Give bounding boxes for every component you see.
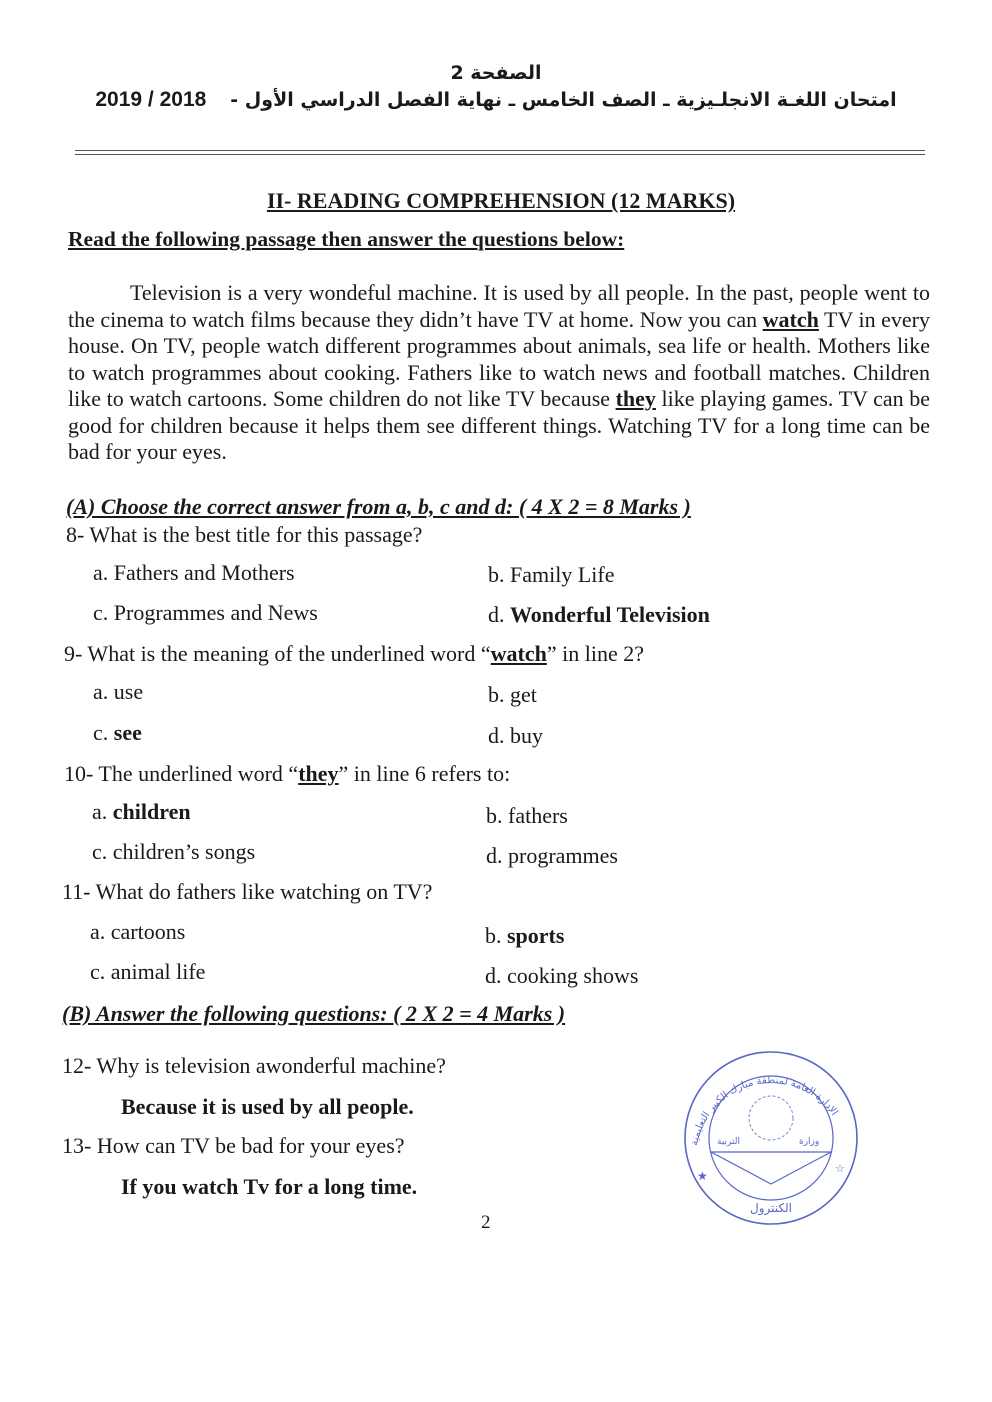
question-text: ” in line 6 refers to: <box>338 761 511 786</box>
question-text: 9- What is the meaning of the underlined word “ <box>64 641 491 666</box>
option-9d: d. buy <box>488 723 543 748</box>
option-11d: d. cooking shows <box>485 963 639 988</box>
stamp-outer-text: الإدارة العامة لمنطقة مبارك الكبير التعليمية <box>689 1075 840 1147</box>
header-divider <box>75 150 925 155</box>
page-number: 2 <box>481 1212 491 1233</box>
exam-title-row <box>20 88 972 112</box>
passage-text: like playing games. TV can be good for children because it helps them see different things. Watching TV for a long time can be bad for your eyes. <box>68 386 930 464</box>
underlined-word-they: they <box>615 386 656 411</box>
official-stamp <box>683 1050 859 1226</box>
question-12: 12- Why is television awonderful machine? <box>62 1053 446 1078</box>
option-9c <box>93 720 142 746</box>
option-11a: a. cartoons <box>90 919 186 944</box>
question-text: 10- The underlined word “ <box>64 761 299 786</box>
option-letter: a. <box>92 799 113 824</box>
section-title: II- READING COMPREHENSION (12 MARKS) <box>266 188 736 213</box>
question-10 <box>64 761 510 787</box>
section-instruction: Read the following passage then answer the questions below: <box>68 227 625 251</box>
option-8c: c. Programmes and News <box>93 600 318 625</box>
option-9b: b. get <box>488 682 537 707</box>
option-10b: b. fathers <box>486 803 568 828</box>
answer-highlight: see <box>113 720 142 745</box>
answer-highlight: sports <box>507 923 565 948</box>
option-8d <box>488 602 710 628</box>
answer-12: Because it is used by all people. <box>121 1094 414 1119</box>
star-icon: ★ <box>697 1169 708 1183</box>
question-text: ” in line 2? <box>546 641 644 666</box>
star-icon: ☆ <box>835 1163 845 1175</box>
option-letter: c. <box>93 720 114 745</box>
question-keyword: watch <box>490 641 547 666</box>
option-letter: d. <box>488 602 510 627</box>
exam-title: امتحان اللغـة الانجلـيزية ـ الصف الخامس ـ نهاية الفصل الدراسي الأول - <box>230 89 897 111</box>
option-9a: a. use <box>93 679 144 704</box>
reading-passage <box>68 280 930 466</box>
option-10d: d. programmes <box>486 843 618 868</box>
stamp-right-text: وزارة <box>799 1137 820 1147</box>
option-10a <box>92 799 191 825</box>
stamp-bottom-text: الكنترول <box>750 1201 792 1215</box>
part-b-heading: (B) Answer the following questions: ( 2 X 2 = 4 Marks ) <box>62 1001 566 1026</box>
question-keyword: they <box>298 761 339 786</box>
part-a-heading: (A) Choose the correct answer from a, b, c and d: ( 4 X 2 = 8 Marks ) <box>66 494 691 519</box>
option-letter: b. <box>485 923 507 948</box>
answer-highlight: Wonderful Television <box>510 602 710 627</box>
option-10c: c. children’s songs <box>92 839 256 864</box>
school-year: 2019 / 2018 <box>95 88 207 111</box>
question-13: 13- How can TV be bad for your eyes? <box>62 1133 405 1158</box>
passage-text: Television is a very wondeful machine. It is used by all people. In the past, people went to the cinema to watch films because they didn’t have TV at home. Now you can <box>68 280 930 332</box>
passage-text: TV in every house. On TV, people watch different programmes about animals, sea life or health. Mothers like to watch programmes about cooking. Fathers like to watch news and football matches. Children like to watch cartoons. Some children do not like TV because <box>68 306 930 411</box>
option-8a: a. Fathers and Mothers <box>93 560 295 585</box>
question-11: 11- What do fathers like watching on TV? <box>62 879 433 904</box>
option-11b <box>485 923 564 949</box>
option-8b: b. Family Life <box>488 562 615 587</box>
page-label: الصفحة 2 <box>450 62 542 84</box>
question-9 <box>64 641 644 667</box>
answer-highlight: children <box>112 799 191 824</box>
option-11c: c. animal life <box>90 959 206 984</box>
answer-13: If you watch Tv for a long time. <box>121 1174 418 1199</box>
question-8: 8- What is the best title for this passage? <box>66 522 423 547</box>
stamp-left-text: التربية <box>717 1137 740 1147</box>
underlined-word-watch: watch <box>762 306 819 332</box>
